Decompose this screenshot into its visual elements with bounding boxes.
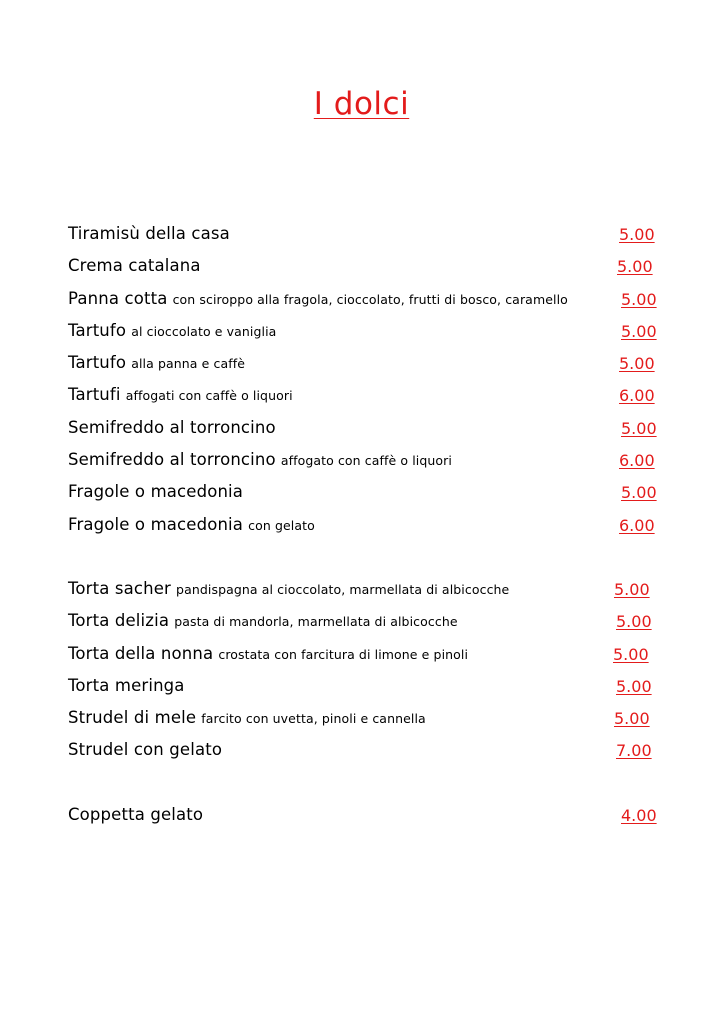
menu-item-name: Tartufo bbox=[68, 353, 127, 372]
menu-item-description: pasta di mandorla, marmellata di albicocche bbox=[174, 614, 458, 629]
menu-item-description: con gelato bbox=[248, 518, 315, 533]
menu-item-price: 5.00 bbox=[617, 257, 653, 276]
menu-item-price: 5.00 bbox=[621, 419, 657, 438]
menu-item-name: Tiramisù della casa bbox=[68, 224, 230, 243]
page-title: I dolci bbox=[313, 86, 410, 122]
menu-item-row bbox=[68, 708, 426, 734]
menu-item-name: Semifreddo al torroncino bbox=[68, 450, 276, 469]
menu-item-name: Strudel con gelato bbox=[68, 740, 223, 759]
menu-item-row bbox=[68, 611, 458, 637]
menu-item-row bbox=[68, 321, 276, 347]
menu-item-row bbox=[68, 289, 568, 315]
menu-item-row bbox=[68, 385, 293, 411]
menu-item-price: 7.00 bbox=[616, 741, 652, 760]
menu-item-price: 5.00 bbox=[619, 225, 655, 244]
menu-item-row bbox=[68, 224, 230, 250]
menu-item-price: 5.00 bbox=[614, 709, 650, 728]
menu-item-description: con sciroppo alla fragola, cioccolato, frutti di bosco, caramello bbox=[172, 292, 568, 307]
menu-item-name: Coppetta gelato bbox=[68, 805, 204, 824]
menu-item-row bbox=[68, 515, 315, 541]
menu-item-name: Panna cotta bbox=[68, 289, 168, 308]
menu-item-description: affogato con caffè o liquori bbox=[280, 453, 452, 468]
menu-item-row bbox=[68, 740, 222, 766]
menu-item-price: 6.00 bbox=[619, 516, 655, 535]
menu-item-name: Crema catalana bbox=[68, 256, 201, 275]
menu-item-price: 6.00 bbox=[619, 386, 655, 405]
menu-item-price: 5.00 bbox=[621, 322, 657, 341]
menu-item-name: Torta meringa bbox=[68, 676, 185, 695]
menu-item-name: Fragole o macedonia bbox=[68, 515, 244, 534]
menu-item-price: 5.00 bbox=[621, 483, 657, 502]
menu-item-name: Torta delizia bbox=[68, 611, 170, 630]
menu-item-name: Torta sacher bbox=[68, 579, 171, 598]
menu-item-name: Tartufi bbox=[68, 385, 121, 404]
menu-item-name: Tartufo bbox=[68, 321, 127, 340]
menu-item-row bbox=[68, 676, 185, 702]
menu-item-price: 4.00 bbox=[621, 806, 657, 825]
menu-item-row bbox=[68, 353, 245, 379]
menu-item-price: 5.00 bbox=[621, 290, 657, 309]
menu-item-name: Fragole o macedonia bbox=[68, 482, 244, 501]
menu-item-name: Semifreddo al torroncino bbox=[68, 418, 276, 437]
menu-item-row bbox=[68, 482, 243, 508]
menu-item-name: Torta della nonna bbox=[68, 644, 214, 663]
menu-item-description: al cioccolato e vaniglia bbox=[131, 324, 277, 339]
menu-item-description: farcito con uvetta, pinoli e cannella bbox=[201, 711, 426, 726]
menu-item-description: crostata con farcitura di limone e pinoli bbox=[218, 647, 469, 662]
menu-item-row bbox=[68, 450, 452, 476]
menu-item-price: 5.00 bbox=[616, 677, 652, 696]
menu-item-price: 5.00 bbox=[616, 612, 652, 631]
menu-item-description: affogati con caffè o liquori bbox=[125, 388, 293, 403]
menu-item-row bbox=[68, 644, 468, 670]
menu-item-price: 5.00 bbox=[614, 580, 650, 599]
menu-item-description: alla panna e caffè bbox=[131, 356, 246, 371]
menu-item-row bbox=[68, 418, 276, 444]
menu-item-price: 6.00 bbox=[619, 451, 655, 470]
menu-item-name: Strudel di mele bbox=[68, 708, 197, 727]
menu-item-price: 5.00 bbox=[613, 645, 649, 664]
menu-item-row bbox=[68, 805, 203, 831]
menu-item-description: pandispagna al cioccolato, marmellata di albicocche bbox=[176, 582, 510, 597]
menu-item-row bbox=[68, 256, 201, 282]
menu-item-row bbox=[68, 579, 509, 605]
menu-item-price: 5.00 bbox=[619, 354, 655, 373]
